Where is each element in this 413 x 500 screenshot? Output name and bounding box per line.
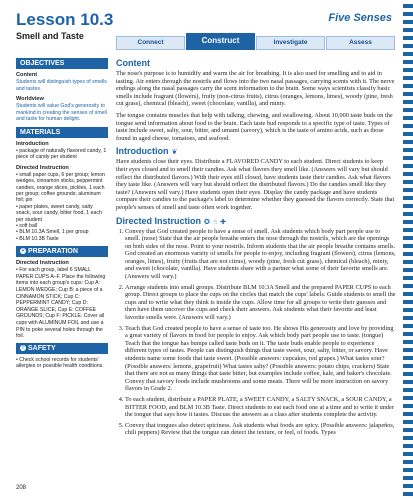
materials-heading: MATERIALS bbox=[16, 127, 108, 138]
series-title: Five Senses bbox=[328, 12, 392, 24]
preparation-heading bbox=[16, 246, 108, 257]
directed-steps bbox=[116, 228, 396, 437]
sprout-icon: ❦ bbox=[171, 148, 178, 157]
plus-icon: + bbox=[21, 248, 25, 255]
spiral-edge bbox=[403, 0, 413, 500]
list-item: • BLM 10.3B Taste bbox=[16, 235, 59, 242]
materials-intro-label: Introduction bbox=[16, 140, 49, 147]
introduction-text: Have students close their eyes. Distribute a FLAVORED CANDY to each student. Direct students to keep their eyes closed and to smell their candies. Ask what flavors they smell like. (Answers will vary but should reflect the distributed flavors.) With their eyes still closed, have students taste their candies. Ask what flavors they taste like. (Answers will vary but should reflect the distributed flavors.) Do the candies smell like they taste? (Answers will vary.) Have students open their eyes. Display the candy package and have students compare their candies to the package's label to determine whether they guessed the flavors correctly. State that people's senses of smell and taste often work together. bbox=[116, 158, 395, 211]
star-icon: ✪ bbox=[204, 217, 210, 226]
safety-title: SAFETY bbox=[28, 344, 56, 352]
main-content bbox=[116, 58, 396, 478]
list-item: • paper plates, sweet candy, salty snack, sour candy, bitter food, 1 each per student bbox=[16, 203, 102, 223]
directed-heading bbox=[116, 216, 396, 226]
safety-heading bbox=[16, 343, 108, 354]
content-heading: Content bbox=[116, 58, 150, 68]
tab-connect[interactable]: Connect bbox=[116, 36, 185, 50]
introduction-title: Introduction bbox=[116, 146, 169, 157]
list-item: 1. Convey that God created people to have a sense of smell. Ask students which body part people use to smell. (nose) State that the air people breathe enters the nose through the nostrils, which are the openings on both sides of the nose. Point to your nostrils. Inform students that the air people breathe contains smells. God created an enormous variety of smells for people to enjoy, including fragrant (flowers), citrus (lemons, oranges, limes), fruity (fruits that are not citrus), woody (pine, fresh cut grass), chemical (bleach), minty, and sweet (chocolate, vanilla). Have students share with a partner what some of their favorite smells are. (Answers will vary.) bbox=[125, 228, 396, 281]
sidebar bbox=[16, 58, 108, 470]
worldview-label: Worldview bbox=[16, 96, 44, 103]
content-label: Content bbox=[16, 72, 38, 78]
list-item: 2. Arrange students into small groups. Distribute BLM 10.3A Smell and the prepared PAPER CUPS to each group. Direct groups to place the cups on the circles that match the cups' labels. Guide students to smell the cups and to write what they think is inside the cups. Allow time for all groups to write their guesses and then have them uncover the cups and check their answers. Ask students what their favorite and least favorite smells were. (Answers will vary.) bbox=[125, 284, 396, 322]
materials-directed-label: Directed Instruction bbox=[16, 164, 69, 171]
warning-icon: ! bbox=[20, 345, 26, 351]
list-item: • package of naturally flavored candy, 1 piece of candy per student bbox=[16, 147, 107, 161]
list-item: 5. Convey that tongues also detect spiciness. Ask students what foods are spicy. (Possible answers: jalapeños, chili peppers) Review that the tongue can detect the texture, or feel, of foods. Types bbox=[125, 422, 396, 437]
list-item: 4. To each student, distribute a PAPER PLATE, a SWEET CANDY, a SALTY SNACK, a SOUR CANDY, a BITTER FOOD, and BLM 10.3B Taste. Direct students to eat each food one at a time and to write it under the tongue that says how it tastes. Discuss the answers as a class after students complete the activity. bbox=[125, 396, 396, 419]
prep-directed-label: Directed Instruction bbox=[16, 260, 69, 267]
list-item: • BLM 10.3A Smell, 1 per group bbox=[16, 229, 89, 236]
content-paragraph-1: The nose's purpose is to humidify and warm the air for breathing. It is also used for smelling and to aid in tasting. Air enters through the nostrils and flows into the two nasal passages, carrying scents with it. The nerve endings along the nasal passages carry the scent information to the brain. Some ways scientists classify basic smells include fragrant (flowers), fruity (non-citrus fruits), citrus (oranges, lemons, limes), woody (pine, fresh cut grass), chemical (bleach), sweet (chocolate, vanilla), and minty. bbox=[116, 70, 395, 108]
safety-text: • Check school records for students' allergies or possible health conditions. bbox=[16, 356, 104, 370]
lesson-subtitle: Smell and Taste bbox=[16, 31, 84, 41]
prep-text: • For each group, label 6 SMALL PAPER CUPS A–F. Place the following items into each group's cups: Cup A: LEMON WEDGE; Cup B: a piece of a CINNAMON STICK; Cup C: PEPPERMINT CANDY; Cup D: ORANGE SLICE; Cup E: COFFEE GROUNDS; Cup F: PICKLE. Cover all cups with ALUMINUM FOIL and use a PIN to poke several holes through the foil. bbox=[16, 267, 106, 340]
list-item: • small paper cups, 6 per group; lemon wedges, cinnamon sticks, peppermint candies, orange slices, pickles, 1 each per group; coffee grounds; aluminum foil; pin bbox=[16, 171, 105, 204]
list-item: 3. Teach that God created people to have a sense of taste too. He shows His generosity and love by providing a great variety of flavors in food for people to enjoy. Ask which body part people use to taste. (tongue) Teach that the tongue has bumps called taste buds on it. The taste buds enable people to experience different types of tastes. People can distinguish things that taste sweet, sour, salty, bitter, or savory. Have students name some foods that taste sweet. (Possible answers: cupcakes, red grapes.) What tastes sour? (Possible answers: lemons, grapefruit) What tastes salty? (Possible answers: potato chips, crackers) State that there are not as many things that taste bitter, but examples include coffee, kale, and baker's chocolate. Convey that savory foods include mushrooms and some meats. There will be more instruction on savory flavors in Grade 2. bbox=[125, 325, 396, 393]
list-item: • soft ball bbox=[16, 223, 38, 230]
page-number: 208 bbox=[16, 485, 27, 491]
content-objective: Students will distinguish types of smells and tastes. bbox=[16, 79, 107, 92]
tab-investigate[interactable]: Investigate bbox=[256, 36, 325, 50]
introduction-heading bbox=[116, 146, 396, 156]
plus-icon: ✚ bbox=[220, 217, 227, 226]
directed-title: Directed Instruction bbox=[116, 215, 202, 226]
lesson-tabs bbox=[116, 36, 396, 50]
hand-icon: ☝ bbox=[212, 217, 218, 226]
tab-construct[interactable]: Construct bbox=[186, 33, 255, 50]
objectives-heading: OBJECTIVES bbox=[16, 58, 108, 69]
preparation-title: PREPARATION bbox=[28, 248, 78, 256]
tab-assess[interactable]: Assess bbox=[326, 36, 395, 50]
content-paragraph-2: The tongue contains muscles that help with talking, chewing, and swallowing. About 10,000 taste buds on the tongue send information about food to the brain. Each taste bud responds to a specific type of taste. Types of taste include sweet, salty, sour, bitter, and umami (savory), which is the taste of amino acids, such as those found in aged cheese, tomatoes, and seafood. bbox=[116, 111, 393, 142]
lesson-title: Lesson 10.3 bbox=[16, 10, 114, 29]
worldview-objective: Students will value God's generosity to mankind in creating the senses of smell and taste for human delight. bbox=[16, 103, 107, 123]
materials-directed-list bbox=[16, 172, 108, 242]
materials-intro-list bbox=[16, 148, 108, 161]
